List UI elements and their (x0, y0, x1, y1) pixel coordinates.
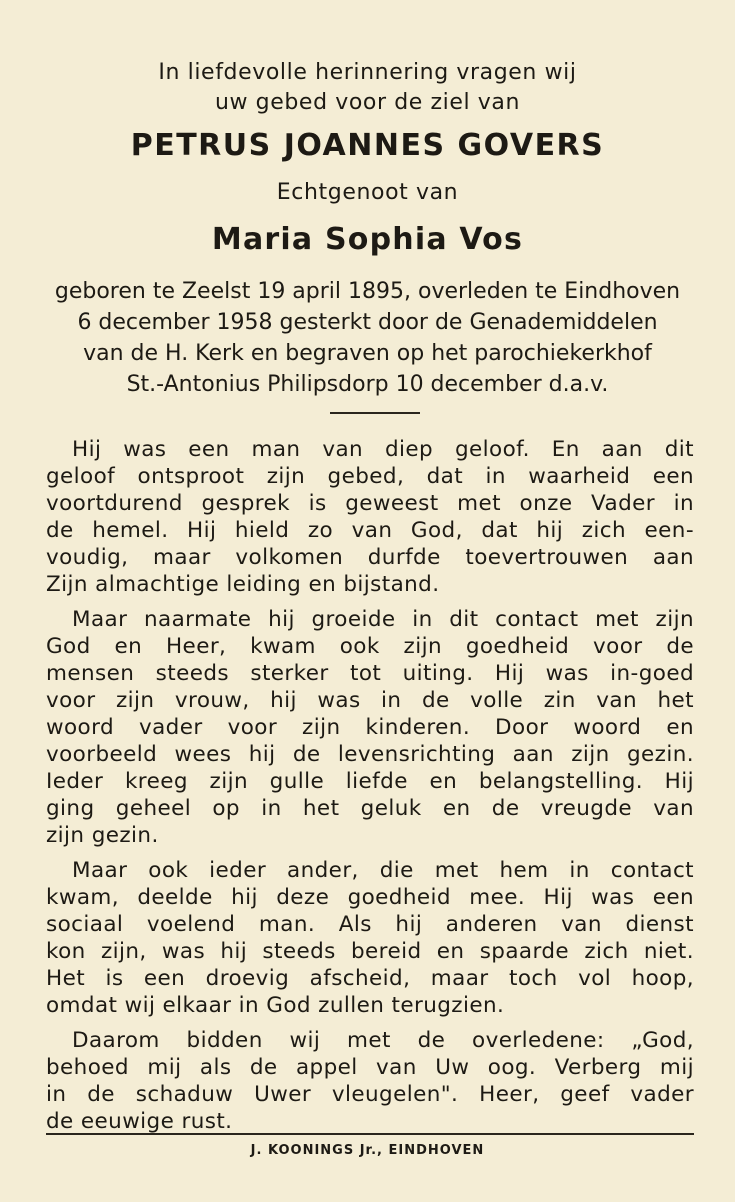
paragraph-line: geloof ontsproot zijn gebed, dat in waarheid een (46, 464, 694, 489)
paragraph-line: de eeuwige rust. (46, 1109, 233, 1134)
bottom-rule (46, 1133, 694, 1135)
paragraph-line: Hij was een man van diep geloof. En aan dit (72, 437, 694, 462)
facts-line: St.-Antonius Philipsdorp 10 december d.a.v. (126, 372, 609, 397)
paragraph-line: in de schaduw Uwer vleugelen". Heer, geef vader (46, 1082, 694, 1107)
intro-text (0, 58, 735, 118)
paragraph-line: zijn gezin. (46, 823, 159, 848)
paragraph (46, 606, 694, 849)
paragraph-line: voortdurend gesprek is geweest met onze Vader in (46, 491, 694, 516)
paragraph-line: ging geheel op in het geluk en de vreugde van (46, 796, 694, 821)
paragraph-line: de hemel. Hij hield zo van God, dat hij zich een- (46, 518, 694, 543)
life-facts (0, 276, 735, 400)
paragraph-line: Maar ook ieder ander, die met hem in contact (72, 858, 694, 883)
memorial-text (46, 436, 694, 1143)
paragraph (46, 1027, 694, 1135)
paragraph-line: woord vader voor zijn kinderen. Door woord en (46, 715, 694, 740)
intro-line: In liefdevolle herinnering vragen wij (158, 60, 577, 85)
paragraph-line: voorbeeld wees hij de levensrichting aan zijn gezin. (46, 742, 694, 767)
paragraph-line: Het is een droevig afscheid, maar toch vol hoop, (46, 966, 694, 991)
paragraph-line: behoed mij als de appel van Uw oog. Verberg mij (46, 1055, 694, 1080)
facts-line: van de H. Kerk en begraven op het parochiekerkhof (83, 341, 652, 366)
paragraph (46, 857, 694, 1019)
paragraph-line: kwam, deelde hij deze goedheid mee. Hij was een (46, 885, 694, 910)
paragraph-line: Ieder kreeg zijn gulle liefde en belangstelling. Hij (46, 769, 694, 794)
divider (330, 412, 420, 414)
spouse-label: Echtgenoot van (276, 180, 459, 205)
facts-line: 6 december 1958 gesterkt door de Genademiddelen (77, 310, 658, 335)
intro-line: uw gebed voor de ziel van (214, 90, 521, 115)
facts-line: geboren te Zeelst 19 april 1895, overleden te Eindhoven (54, 279, 681, 304)
paragraph-line: omdat wij elkaar in God zullen terugzien. (46, 993, 505, 1018)
spouse-name: Maria Sophia Vos (211, 222, 524, 257)
paragraph-line: Daarom bidden wij met de overledene: „God, (72, 1028, 694, 1053)
paragraph-line: God en Heer, kwam ook zijn goedheid voor de (46, 634, 694, 659)
paragraph-line: kon zijn, was hij steeds bereid en spaarde zich niet. (46, 939, 694, 964)
paragraph (46, 436, 694, 598)
paragraph-line: Maar naarmate hij groeide in dit contact met zijn (72, 607, 694, 632)
paragraph-line: sociaal voelend man. Als hij anderen van dienst (46, 912, 694, 937)
paragraph-line: mensen steeds sterker tot uiting. Hij was in-goed (46, 661, 694, 686)
paragraph-line: voor zijn vrouw, hij was in de volle zin van het (46, 688, 694, 713)
printer-imprint: J. KOONINGS Jr., EINDHOVEN (250, 1143, 485, 1158)
paragraph-line: Zijn almachtige leiding en bijstand. (46, 572, 440, 597)
deceased-name: PETRUS JOANNES GOVERS (130, 128, 605, 163)
paragraph-line: voudig, maar volkomen durfde toevertrouwen aan (46, 545, 694, 570)
